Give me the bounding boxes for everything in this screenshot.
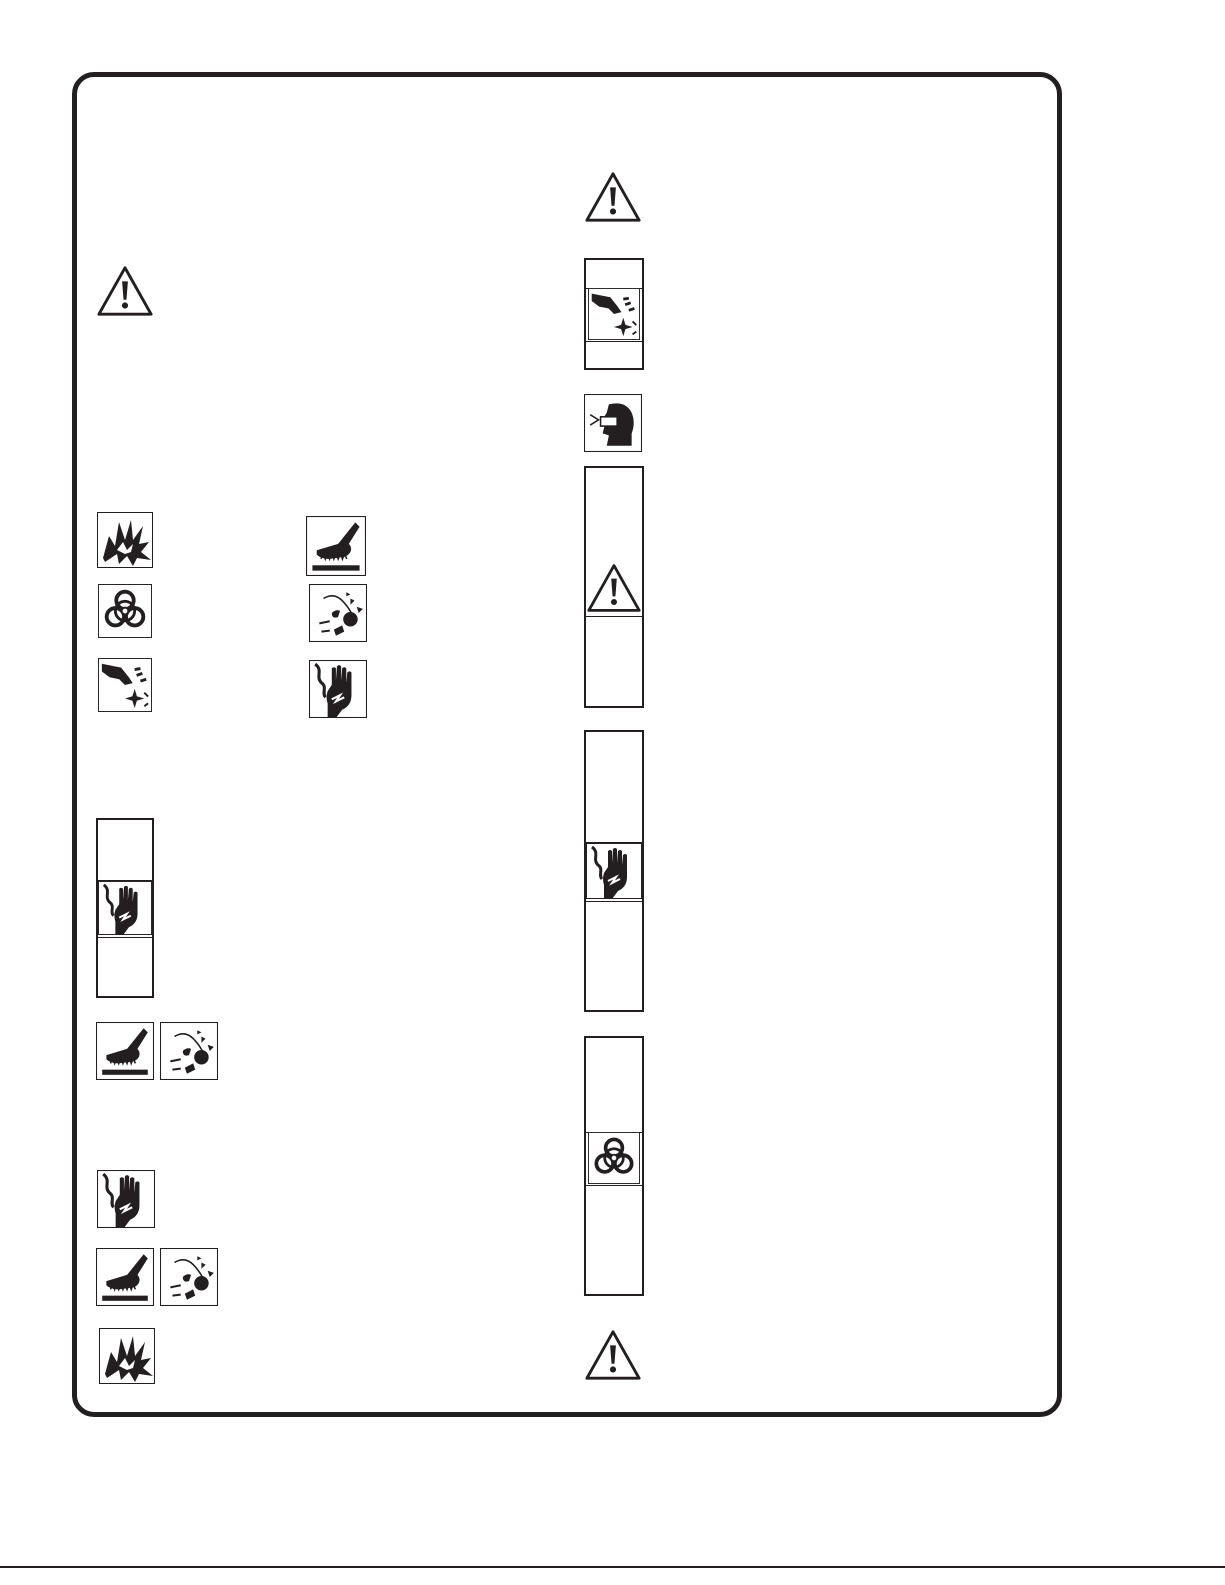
page-border xyxy=(72,72,1062,1417)
flying-debris-icon xyxy=(308,584,368,642)
hot-surface-icon xyxy=(306,516,366,576)
hot-surface-icon xyxy=(96,1022,154,1080)
moving-parts-hand-icon xyxy=(96,658,154,712)
electrical-shock-icon xyxy=(96,1170,156,1228)
footer-rule xyxy=(0,1566,1225,1568)
warning-triangle-icon xyxy=(586,560,642,616)
biohazard-icon xyxy=(96,584,154,638)
hot-surface-icon xyxy=(96,1248,154,1306)
explosion-icon xyxy=(98,1328,156,1384)
electrical-warning-column xyxy=(96,818,154,998)
electrical-shock-icon xyxy=(98,880,152,936)
moving-parts-warning-column xyxy=(584,258,644,370)
biohazard-icon xyxy=(586,1132,642,1184)
flying-debris-icon xyxy=(160,1248,218,1306)
moving-parts-hand-icon xyxy=(586,288,642,340)
flying-debris-icon xyxy=(160,1022,218,1080)
warning-triangle-icon xyxy=(584,1328,642,1382)
electrical-shock-icon xyxy=(308,660,368,718)
general-warning-column xyxy=(584,466,644,708)
biohazard-warning-column xyxy=(584,1036,644,1296)
warning-triangle-icon xyxy=(584,170,642,224)
explosion-icon xyxy=(96,512,154,568)
electrical-shock-icon xyxy=(586,842,642,900)
electrical-warning-column xyxy=(584,730,644,1012)
eye-protection-icon xyxy=(584,394,642,452)
warning-triangle-icon xyxy=(96,264,154,318)
